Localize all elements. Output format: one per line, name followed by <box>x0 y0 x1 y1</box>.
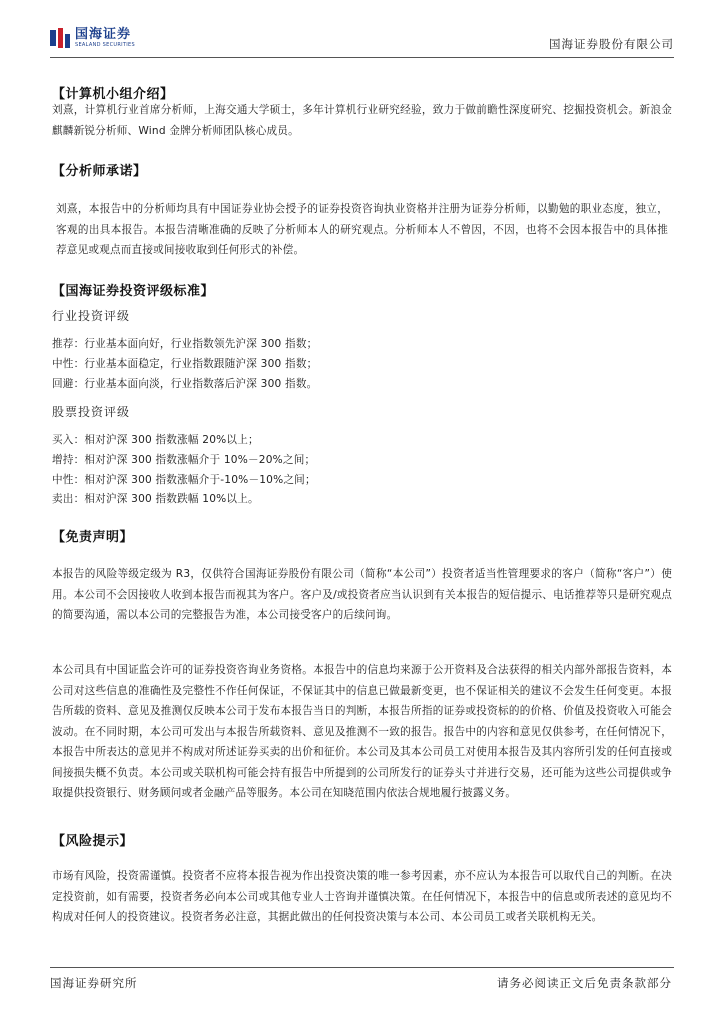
industry-rating-line: 推荐：行业基本面向好，行业指数领先沪深 300 指数； <box>52 338 318 350</box>
logo-icon <box>50 28 70 48</box>
logo-text-en: SEALAND SECURITIES <box>75 42 135 48</box>
pledge-section-text: 刘熹，本报告中的分析师均具有中国证券业协会授予的证券投资咨询执业资格并注册为证券分析师，以勤勉的职业态度，独立，客观的出具本报告。本报告清晰准确的反映了分析师本人的研究观点。分析师本人不曾因，不因，也将不会因本报告中的具体推荐意见或观点而直接或间接收取到任何形式的补偿。 <box>56 203 668 256</box>
stock-rating-heading: 股票投资评级 <box>52 405 131 419</box>
stock-rating-line: 增持：相对沪深 300 指数涨幅介于 10%－20%之间； <box>52 454 316 466</box>
stock-rating-line: 卖出：相对沪深 300 指数跌幅 10%以上。 <box>52 493 259 505</box>
page-header <box>50 28 674 54</box>
pledge-section-title: 【分析师承诺】 <box>52 164 147 179</box>
team-section-text: 刘熹，计算机行业首席分析师，上海交通大学硕士，多年计算机行业研究经验，致力于做前瞻性深度研究、挖掘投资机会。新浪金麒麟新锐分析师、Wind 金牌分析师团队核心成员。 <box>52 104 672 137</box>
logo-text-cn: 国海证券 <box>75 27 132 42</box>
stock-rating-line: 买入：相对沪深 300 指数涨幅 20%以上； <box>52 434 259 446</box>
risk-section-text: 市场有风险，投资需谨慎。投资者不应将本报告视为作出投资决策的唯一参考因素，亦不应认为本报告可以取代自己的判断。在决定投资前，如有需要，投资者务必向本公司或其他专业人士咨询并谨慎决策。在任何情况下，本报告中的信息或所表述的意见均不构成对任何人的投资建议。投资者务必注意，其据此做出的任何投资决策与本公司、本公司员工或者关联机构无关。 <box>52 870 672 923</box>
disclaimer-paragraph: 本公司具有中国证监会许可的证券投资咨询业务资格。本报告中的信息均来源于公开资料及合法获得的相关内部外部报告资料，本公司对这些信息的准确性及完整性不作任何保证，不保证其中的信息已做最新变更，也不保证相关的建议不会发生任何变更。本报告所载的资料、意见及推测仅反映本公司于发布本报告当日的判断，本报告所指的证券或投资标的的价格、价值及投资收入可能会波动。在不同时期，本公司可发出与本报告所载资料、意见及推测不一致的报告。报告中的内容和意见仅供参考，在任何情况下，本报告中所表达的意见并不构成对所述证券买卖的出价和征价。本公司及其本公司员工对使用本报告及其内容所引发的任何直接或间接损失概不负责。本公司或关联机构可能会持有报告中所提到的公司所发行的证券头寸并进行交易，还可能为这些公司提供或争取提供投资银行、财务顾问或者金融产品等服务。本公司在知晓范围内依法合规地履行披露义务。 <box>52 664 672 799</box>
industry-rating-line: 回避：行业基本面向淡，行业指数落后沪深 300 指数。 <box>52 378 318 390</box>
header-company-name: 国海证券股份有限公司 <box>549 37 674 51</box>
company-logo <box>50 28 135 48</box>
footer-disclaimer-note: 请务必阅读正文后免责条款部分 <box>497 976 672 990</box>
team-section-title: 【计算机小组介绍】 <box>52 87 174 102</box>
industry-rating-line: 中性：行业基本面稳定，行业指数跟随沪深 300 指数； <box>52 358 318 370</box>
stock-rating-line: 中性：相对沪深 300 指数涨幅介于-10%－10%之间； <box>52 474 316 486</box>
header-divider <box>50 57 674 58</box>
risk-section-title: 【风险提示】 <box>52 834 134 849</box>
rating-section-title: 【国海证券投资评级标准】 <box>52 284 215 299</box>
disclaimer-paragraph: 本报告的风险等级定级为 R3，仅供符合国海证券股份有限公司（简称“本公司”）投资者适当性管理要求的客户（简称“客户”）使用。本公司不会因接收人收到本报告而视其为客户。客户及/或投资者应当认识到有关本报告的短信提示、电话推荐等只是研究观点的简要沟通，需以本公司的完整报告为准，本公司接受客户的后续问询。 <box>52 568 672 621</box>
disclaimer-section-title: 【免责声明】 <box>52 530 134 545</box>
footer-research-institute: 国海证券研究所 <box>50 976 138 990</box>
footer-divider <box>50 967 674 968</box>
industry-rating-heading: 行业投资评级 <box>52 309 131 323</box>
